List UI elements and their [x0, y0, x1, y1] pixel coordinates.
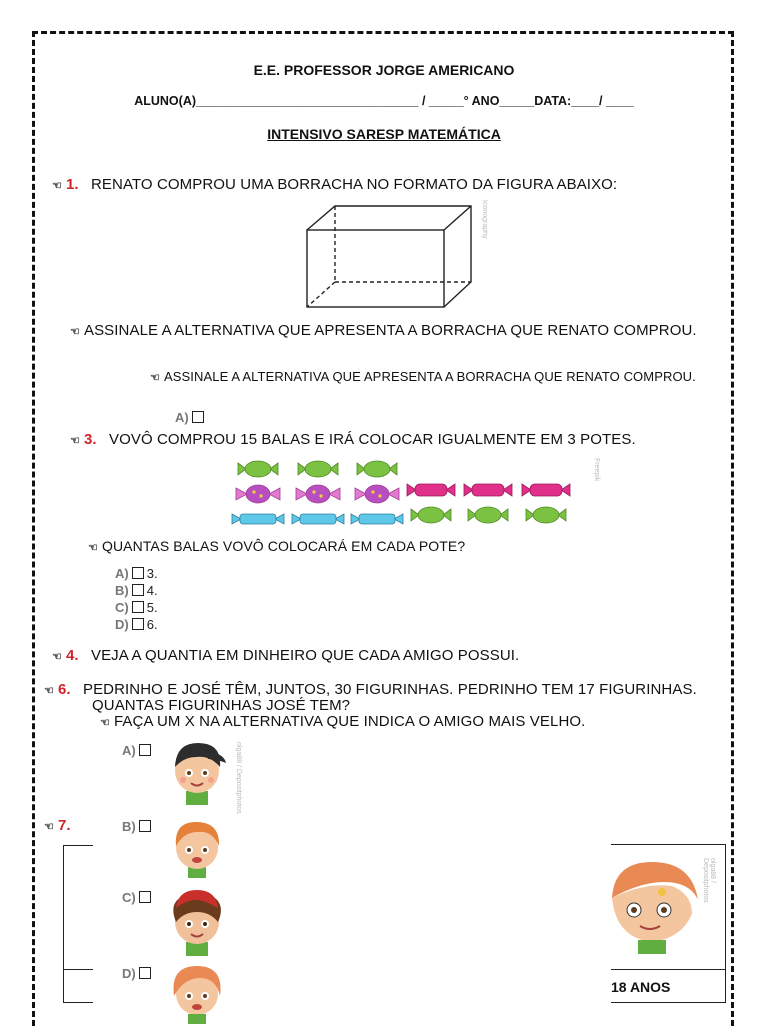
q7-table-left-divider: [63, 969, 93, 970]
checkbox[interactable]: [132, 618, 144, 630]
question-text: RENATO COMPROU UMA BORRACHA NO FORMATO DA FIGURA ABAIXO:: [90, 176, 618, 193]
hand-pointer-icon: ☜: [52, 651, 62, 663]
rectangular-prism-figure: [300, 200, 480, 312]
watermark: Iconography: [481, 200, 488, 239]
q3-option-c[interactable]: C) 5.: [115, 600, 158, 615]
q3-option-a[interactable]: A) 3.: [115, 566, 158, 581]
q3-option-b[interactable]: B) 4.: [115, 583, 158, 598]
question-number: 6.: [57, 681, 71, 698]
q3-question: ☜ QUANTAS BALAS VOVÔ COLOCARÁ EM CADA POTE?: [88, 538, 466, 554]
orange-hair-boy-illustration: [166, 816, 228, 878]
q6-option-d[interactable]: D): [122, 966, 154, 981]
checkbox[interactable]: [132, 584, 144, 596]
question-number: 7.: [57, 817, 71, 834]
age-label: 18 ANOS: [611, 979, 671, 995]
hand-pointer-icon: ☜: [150, 372, 160, 384]
q1-instruction-repeat: ☜ ASSINALE A ALTERNATIVA QUE APRESENTA A BORRACHA QUE RENATO COMPROU.: [150, 368, 707, 387]
checkbox[interactable]: [139, 820, 151, 832]
q1-instruction: ☜ ASSINALE A ALTERNATIVA QUE APRESENTA A BORRACHA QUE RENATO COMPROU.: [70, 320, 710, 343]
girl-orange-hair-illustration: [164, 962, 230, 1024]
hand-pointer-icon: ☜: [70, 326, 80, 338]
candies-illustration: [230, 456, 580, 530]
question-4: [52, 647, 519, 664]
hand-pointer-icon: ☜: [44, 821, 54, 833]
question-1: [52, 176, 617, 193]
q7-table-right-divider: [611, 969, 726, 970]
checkbox[interactable]: [139, 967, 151, 979]
watermark: olga88 / Depositphotos: [702, 858, 716, 903]
q6-option-a[interactable]: A): [122, 743, 154, 758]
question-number: 1.: [65, 176, 79, 193]
q7-table-left-border: [63, 845, 93, 1003]
watermark: Freepik: [593, 458, 600, 482]
q6-option-b[interactable]: B): [122, 819, 154, 834]
question-text: VOVÔ COMPROU 15 BALAS E IRÁ COLOCAR IGUALMENTE EM 3 POTES.: [108, 431, 636, 448]
student-line: ALUNO(A)________________________________ / _____° ANO_____DATA:____/ ____: [134, 94, 634, 108]
checkbox[interactable]: [139, 891, 151, 903]
watermark: olga88 / Depositphotos: [235, 742, 242, 814]
question-number: 4.: [65, 647, 79, 664]
hand-pointer-icon: ☜: [44, 685, 54, 697]
school-name: E.E. PROFESSOR JORGE AMERICANO: [253, 62, 515, 78]
checkbox[interactable]: [192, 411, 204, 423]
q6-overlap-instruction: ☜ FAÇA UM X NA ALTERNATIVA QUE INDICA O AMIGO MAIS VELHO.: [100, 713, 586, 730]
question-6-line2: QUANTAS FIGURINHAS JOSÉ TEM?: [92, 697, 351, 714]
subject-title: INTENSIVO SARESP MATEMÁTICA: [267, 126, 501, 142]
q3-option-d[interactable]: D) 6.: [115, 617, 158, 632]
hand-pointer-icon: ☜: [70, 435, 80, 447]
hand-pointer-icon: ☜: [52, 180, 62, 192]
question-text: VEJA A QUANTIA EM DINHEIRO QUE CADA AMIGO POSSUI.: [90, 647, 520, 664]
boy-with-red-hat-illustration: [164, 886, 230, 956]
question-7: [44, 817, 71, 834]
checkbox[interactable]: [139, 744, 151, 756]
checkbox[interactable]: [132, 601, 144, 613]
checkbox[interactable]: [132, 567, 144, 579]
girl-big-illustration: [612, 858, 702, 962]
boy-with-cap-illustration: [166, 737, 228, 805]
question-number: 3.: [83, 431, 97, 448]
question-3: [70, 431, 636, 448]
hand-pointer-icon: ☜: [100, 717, 110, 729]
hand-pointer-icon: ☜: [88, 542, 98, 554]
question-text-line1: PEDRINHO E JOSÉ TÊM, JUNTOS, 30 FIGURINHAS. PEDRINHO TEM 17 FIGURINHAS.: [82, 681, 697, 698]
q6-option-c[interactable]: C): [122, 890, 154, 905]
q1-option-a[interactable]: A): [175, 410, 207, 425]
